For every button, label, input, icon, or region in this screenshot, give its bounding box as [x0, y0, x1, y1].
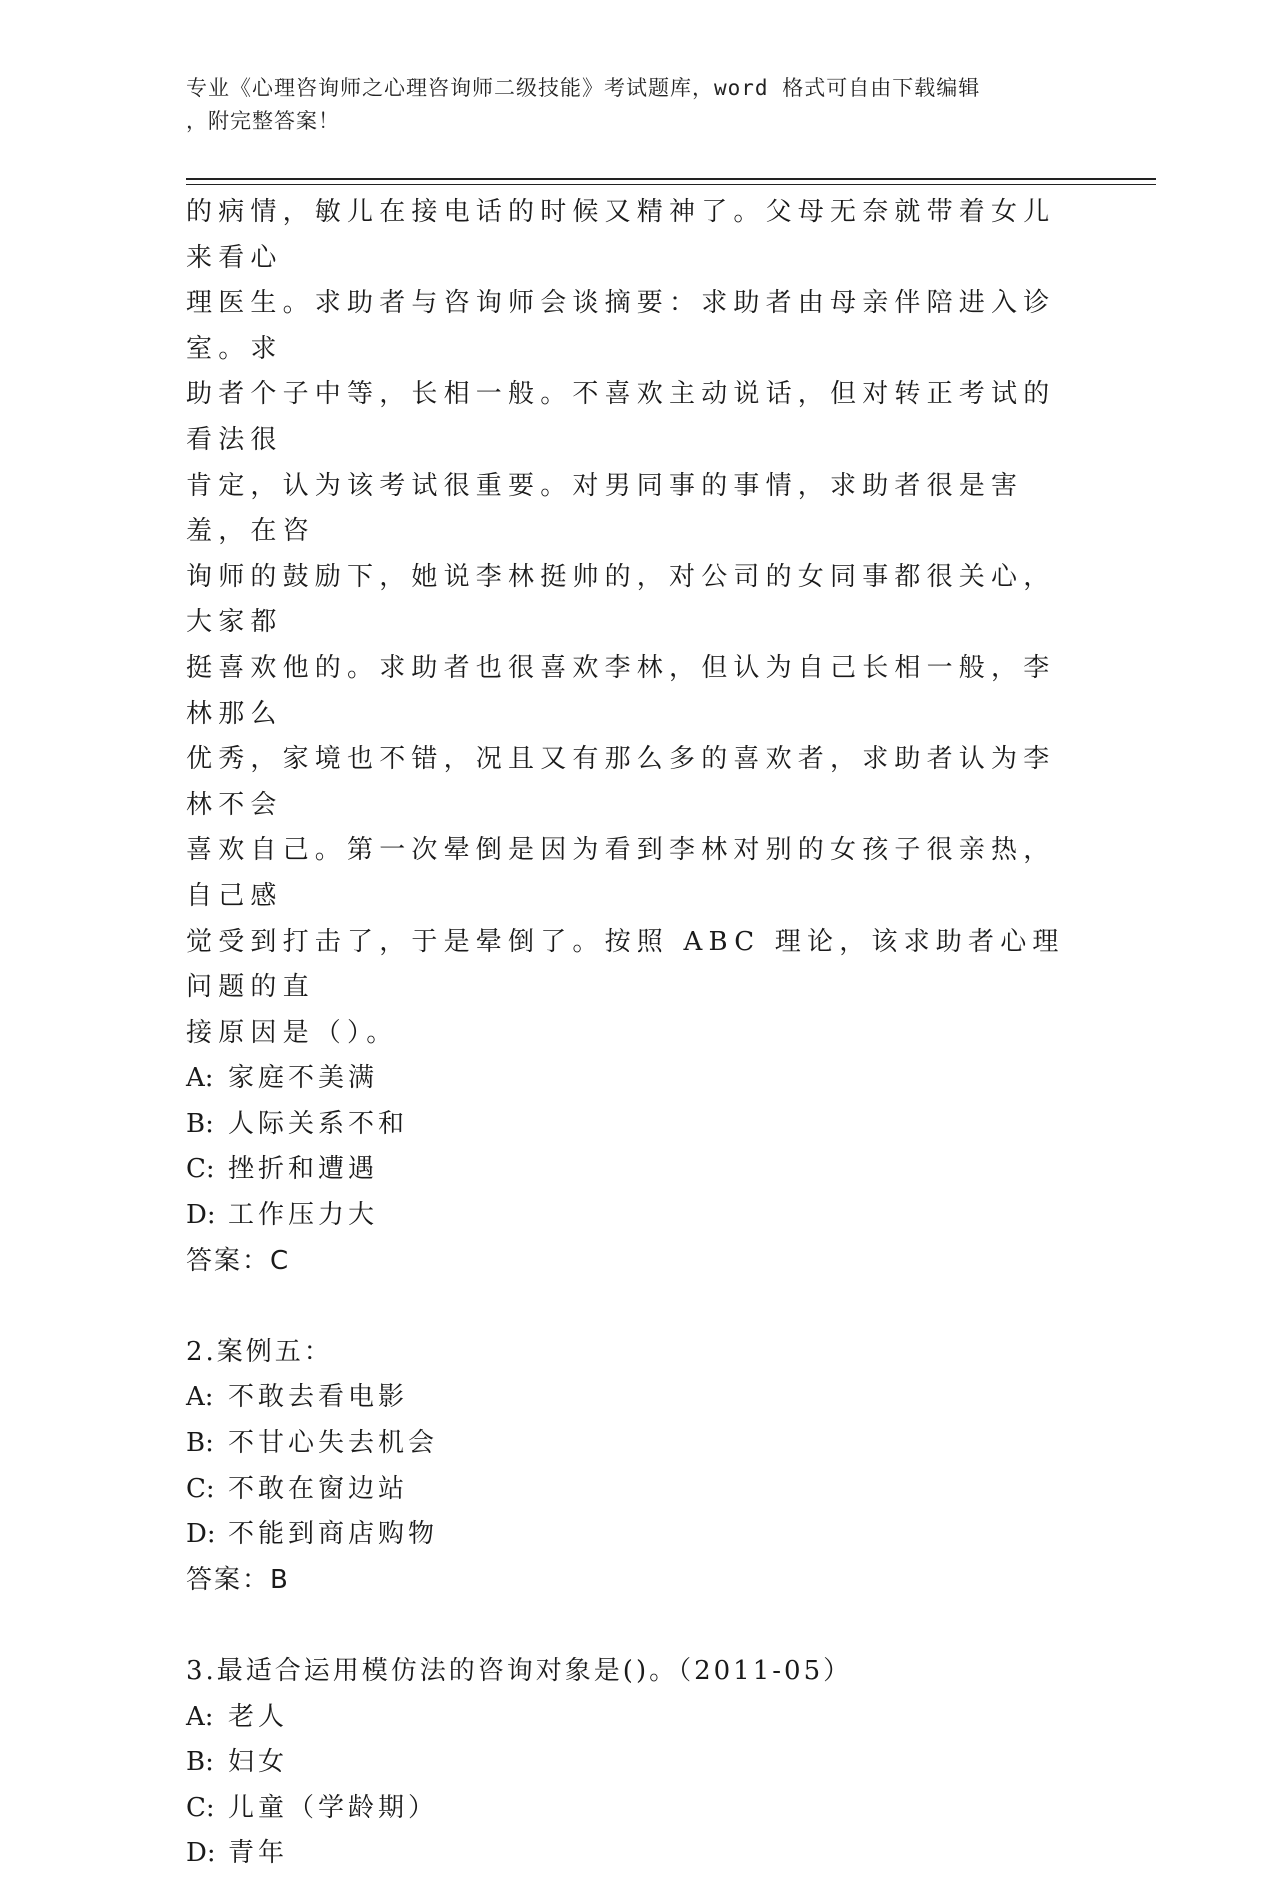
question-1-stem-line: 接原因是（）。 [186, 1017, 399, 1048]
question-1-stem-line: 的病情，敏儿在接电话的时候又精神了。父母无奈就带着女儿来看心 [186, 197, 1056, 273]
option-text: 挫折和遭遇 [228, 1154, 379, 1185]
option-key: D: [186, 1838, 216, 1869]
document-header [186, 72, 1086, 138]
question-2-option-a [186, 1375, 1066, 1421]
option-key: A: [186, 1382, 214, 1413]
option-text: 不甘心失去机会 [228, 1428, 439, 1459]
question-3-option-a [186, 1695, 1066, 1741]
question-3-option-d [186, 1831, 1066, 1877]
option-text: 工作压力大 [228, 1200, 379, 1231]
option-key: B: [186, 1428, 214, 1459]
option-text: 老人 [228, 1701, 289, 1732]
option-key: D: [186, 1519, 216, 1550]
header-line-2: ，附完整答案！ [186, 109, 340, 133]
question-3-title: 3.最适合运用模仿法的咨询对象是()。（2011-05） [186, 1656, 853, 1686]
question-3 [186, 1649, 1066, 1877]
option-text: 儿童（学龄期） [228, 1792, 439, 1823]
option-key: D: [186, 1200, 216, 1231]
question-1-option-b [186, 1102, 1066, 1148]
question-1-stem-line: 觉受到打击了，于是晕倒了。按照 ABC 理论，该求助者心理问题的直 [186, 926, 1065, 1003]
question-2-option-c [186, 1467, 1066, 1513]
question-1-stem-line: 肯定，认为该考试很重要。对男同事的事情，求助者很是害羞，在咨 [186, 470, 1024, 547]
question-1-option-a [186, 1056, 1066, 1102]
option-text: 不能到商店购物 [228, 1519, 439, 1550]
option-key: B: [186, 1747, 214, 1778]
option-key: A: [186, 1701, 214, 1732]
option-text: 人际关系不和 [228, 1108, 409, 1139]
option-key: B: [186, 1108, 214, 1139]
header-rule-thick [186, 178, 1156, 180]
question-1-stem-line: 喜欢自己。第一次晕倒是因为看到李林对别的女孩子很亲热，自己感 [186, 835, 1056, 911]
option-key: C: [186, 1792, 215, 1823]
question-2-option-d [186, 1512, 1066, 1558]
option-text: 妇女 [228, 1747, 289, 1778]
question-1-stem-line: 助者个子中等，长相一般。不喜欢主动说话，但对转正考试的看法很 [186, 379, 1056, 455]
question-3-option-b [186, 1740, 1066, 1786]
question-1-stem-line: 询师的鼓励下，她说李林挺帅的，对公司的女同事都很关心，大家都 [186, 561, 1056, 638]
option-key: A: [186, 1063, 214, 1094]
header-line-1: 专业《心理咨询师之心理咨询师二级技能》考试题库，word 格式可自由下载编辑 [186, 76, 981, 100]
option-key: C: [186, 1154, 215, 1185]
spacer [186, 1603, 1066, 1649]
header-rule-thin [186, 184, 1156, 185]
question-1 [186, 190, 1066, 1284]
question-1-stem-line: 理医生。求助者与咨询师会谈摘要：求助者由母亲伴陪进入诊室。求 [186, 288, 1056, 364]
document-body [186, 190, 1066, 1877]
question-1-stem-line: 挺喜欢他的。求助者也很喜欢李林，但认为自己长相一般，李林那么 [186, 652, 1056, 729]
option-text: 不敢去看电影 [228, 1382, 409, 1413]
question-2 [186, 1330, 1066, 1604]
question-2-title: 2.案例五： [186, 1336, 333, 1367]
question-3-option-c [186, 1786, 1066, 1832]
option-text: 不敢在窗边站 [228, 1473, 409, 1504]
question-1-stem-line: 优秀，家境也不错，况且又有那么多的喜欢者，求助者认为李林不会 [186, 744, 1056, 820]
question-1-answer: 答案：C [186, 1245, 291, 1276]
option-text: 青年 [228, 1838, 289, 1869]
question-1-option-d [186, 1193, 1066, 1239]
option-key: C: [186, 1473, 215, 1504]
spacer [186, 1284, 1066, 1330]
question-2-answer: 答案：B [186, 1564, 290, 1595]
question-1-option-c [186, 1147, 1066, 1193]
question-2-option-b [186, 1421, 1066, 1467]
option-text: 家庭不美满 [228, 1063, 379, 1094]
